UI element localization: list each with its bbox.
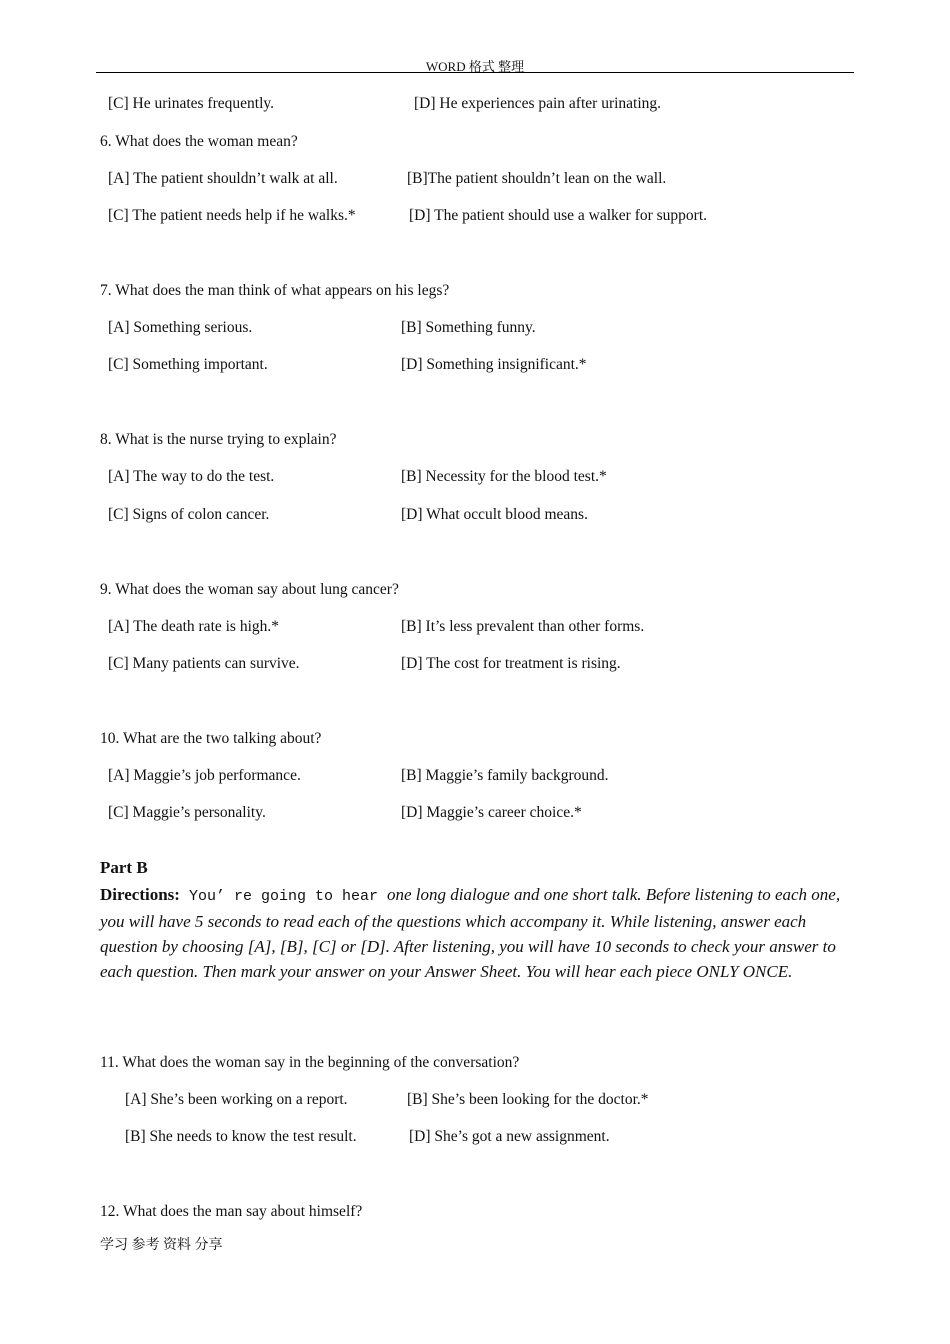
q10-option-d: [D] Maggie’s career choice.*: [401, 804, 582, 821]
q7-option-b: [B] Something funny.: [401, 319, 536, 336]
q6-option-c: [C] The patient needs help if he walks.*: [108, 207, 356, 224]
part-b-title: Part B: [100, 858, 148, 877]
q7-option-c: [C] Something important.: [108, 356, 268, 373]
directions-label: Directions:: [100, 885, 180, 904]
q9-option-a: [A] The death rate is high.*: [108, 618, 280, 635]
q9-option-b: [B] It’s less prevalent than other forms.: [401, 618, 645, 635]
q10-option-a: [A] Maggie’s job performance.: [108, 767, 301, 784]
q5-option-c: [C] He urinates frequently.: [108, 95, 274, 112]
question-9: 9. What does the woman say about lung cancer?: [100, 581, 399, 598]
q5-option-d: [D] He experiences pain after urinating.: [414, 95, 662, 112]
directions-lead: You’ re going to hear: [179, 888, 387, 905]
q6-option-b: [B]The patient shouldn’t lean on the wall.: [407, 170, 667, 187]
q11-option-b: [B] She’s been looking for the doctor.*: [407, 1091, 649, 1108]
q8-option-a: [A] The way to do the test.: [108, 468, 275, 485]
question-7: 7. What does the man think of what appears on his legs?: [100, 282, 450, 299]
q11-option-d: [D] She’s got a new assignment.: [409, 1128, 610, 1145]
header-rule: [96, 72, 854, 73]
question-8: 8. What is the nurse trying to explain?: [100, 431, 337, 448]
question-12: 12. What does the man say about himself?: [100, 1203, 363, 1220]
q7-option-a: [A] Something serious.: [108, 319, 253, 336]
q10-option-c: [C] Maggie’s personality.: [108, 804, 266, 821]
q9-option-d: [D] The cost for treatment is rising.: [401, 655, 621, 672]
q7-option-d: [D] Something insignificant.*: [401, 356, 587, 373]
part-b-directions: [100, 882, 850, 984]
q11-option-a: [A] She’s been working on a report.: [125, 1091, 348, 1108]
q8-option-d: [D] What occult blood means.: [401, 506, 588, 523]
question-6: 6. What does the woman mean?: [100, 133, 298, 150]
q10-option-b: [B] Maggie’s family background.: [401, 767, 609, 784]
q6-option-a: [A] The patient shouldn’t walk at all.: [108, 170, 338, 187]
q6-option-d: [D] The patient should use a walker for support.: [409, 207, 708, 224]
q11-option-c: [B] She needs to know the test result.: [125, 1128, 357, 1145]
question-10: 10. What are the two talking about?: [100, 730, 322, 747]
q8-option-c: [C] Signs of colon cancer.: [108, 506, 270, 523]
page-footer: 学习 参考 资料 分享: [100, 1238, 223, 1253]
q9-option-c: [C] Many patients can survive.: [108, 655, 300, 672]
directions-text: one long dialogue and one short talk. Before listening to each one, you will have 5 seconds to read each of the questions which accompany it. While listening, answer each question by choosing [A], [B], [C] or [D]. After listening, you will have 10 seconds to check your answer to each question. Then mark your answer on your Answer Sheet. You will hear each piece ONLY ONCE.: [100, 885, 841, 981]
question-11: 11. What does the woman say in the beginning of the conversation?: [100, 1054, 520, 1071]
q8-option-b: [B] Necessity for the blood test.*: [401, 468, 607, 485]
page-header: WORD 格式 整理: [425, 59, 525, 74]
